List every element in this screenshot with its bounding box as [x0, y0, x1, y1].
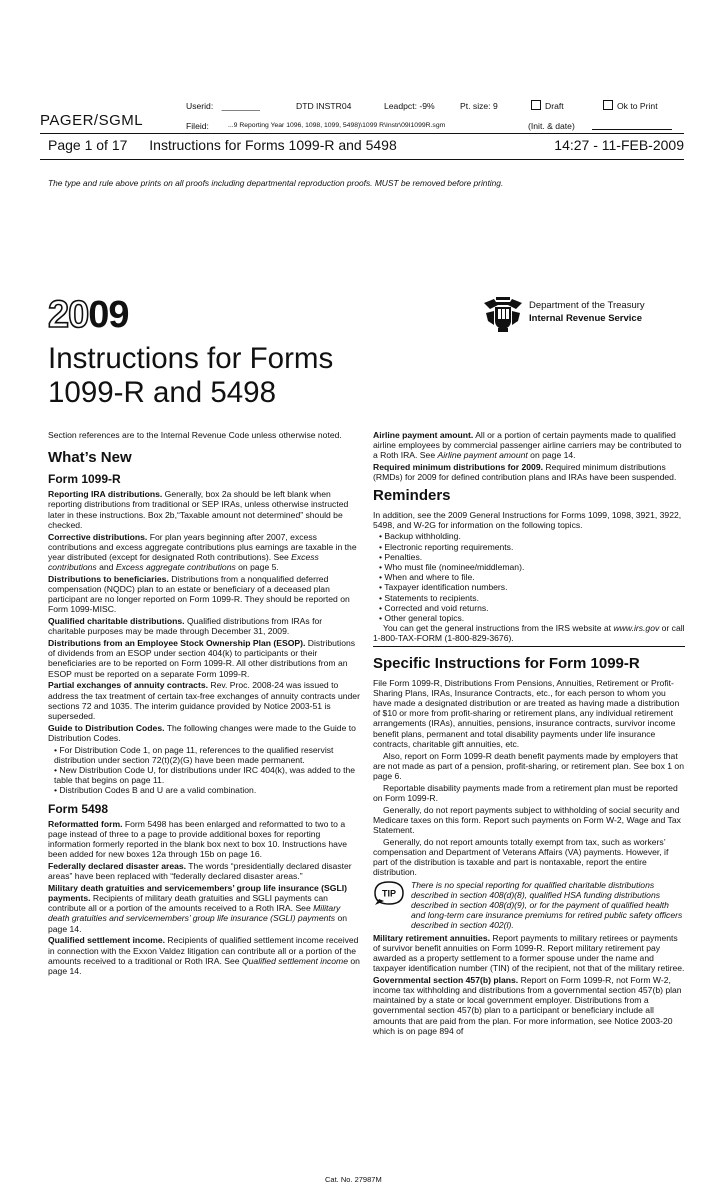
page-bar-timestamp: 14:27 - 11-FEB-2009 [554, 137, 684, 153]
topic-item: • Statements to recipients. [379, 592, 479, 603]
init-date: (Init. & date) [528, 121, 575, 131]
paragraph: Generally, do not report payments subject to withholding of social security and Medicare taxes on this form. Report such payments on Form W-2, Wage and Tax Statement. [373, 804, 681, 835]
page-bar-rule [40, 159, 684, 160]
topic-item: • Who must file (nominee/middleman). [379, 562, 525, 573]
list-item: • Distribution Codes B and U are a valid combination. [54, 785, 257, 796]
reminders-heading: Reminders [373, 486, 451, 504]
paragraph: Generally, do not report amounts totally exempt from tax, such as workers’ compensation and Department of Veterans Affairs (VA) payments. However, if part of the distribution is taxable and part is nontaxable, report the entire distribution. [373, 836, 669, 878]
proof-disclaimer: The type and rule above prints on all proofs including departmental reproduction proofs. MUST be removed before printing. [48, 178, 504, 188]
tip-box [373, 880, 685, 931]
specific-instructions-heading: Specific Instructions for Form 1099-R [373, 654, 640, 672]
dtd-label: DTD INSTR04 [296, 101, 352, 111]
irs-eagle-logo-icon [482, 295, 524, 333]
tip-icon [373, 880, 405, 906]
paragraph: Distributions to beneficiaries. Distributions from a nonqualified deferred compensation (NQDC) plan to an estate or beneficiary of a deceased plan participant are no longer reported on Form 1099-R. They should be reported on Form 1099-MISC. [48, 573, 350, 615]
tip-text: There is no special reporting for qualified charitable distributions described in section 408(d)(8), qualified HSA funding distributions described in section 408(d)(9), or for the payment of qualified health and long-term care insurance premiums for retired public safety officers described in section 402(l). [411, 879, 683, 931]
paragraph: Corrective distributions. For plan years beginning after 2007, excess contributions and excess aggregate contributions plus earnings are taxable in the year distributed (except for designated Roth contributions). See Excess contributions and Excess aggregate contributions on page 5. [48, 531, 357, 573]
userid: Userid: ________ [186, 101, 260, 111]
ptsize-label: Pt. size: 9 [460, 101, 498, 111]
page-number: Page 1 of 17 [48, 137, 128, 153]
paragraph: In addition, see the 2009 General Instructions for Forms 1099, 1098, 3921, 3922, 5498, and W-2G for information on the following topics. [373, 509, 682, 530]
paragraph: You can get the general instructions from the IRS website at www.irs.gov or call 1-800-TAX-FORM (1-800-829-3676). [373, 623, 685, 646]
agency-name: Internal Revenue Service [529, 313, 642, 324]
tax-year: 2009 [48, 294, 129, 336]
ok-to-print-checkbox[interactable]: Ok to Print [603, 100, 658, 111]
intro-text: Section references are to the Internal Revenue Code unless otherwise noted. [48, 430, 342, 440]
paragraph: Military retirement annuities. Report payments to military retirees or payments of survivor benefit annuities on Form 1099-R. Report military retirement pay awarded as a property settlement to a former spouse under the name and taxpayer identification number (TIN) of the recipient, not that of the military retiree. [373, 932, 685, 974]
init-date-line [592, 129, 672, 130]
list-item: • For Distribution Code 1, on page 11, references to the qualified reservist distribution under section 72(t)(2)(G) have been made permanent. [54, 744, 334, 765]
header-rule [40, 133, 684, 134]
paragraph: Federally declared disaster areas. The words “presidentially declared disaster areas” have been replaced with “federally declared disaster areas.” [48, 860, 352, 882]
paragraph: Military death gratuities and servicemembers’ group life insurance (SGLI) payments. Recipients of military death gratuities and SGLI payments can contribute all or a portion of the amounts received to a Roth IRA. See Military death gratuities and servicemembers’ group life insurance (SGLI) payments on page 14. [48, 882, 348, 934]
page-bar-title: Instructions for Forms 1099-R and 5498 [149, 137, 397, 153]
catalog-number: Cat. No. 27987M [325, 1175, 382, 1184]
paragraph: Governmental section 457(b) plans. Report on Form 1099-R, not Form W-2, income tax withholding and distributions from a governmental section 457(b) plan maintained by a state or local government employer. Distributions from a governmental section 457(b) plan to a participant or beneficiary include all amounts that are paid from the plan. For more information, see Notice 2003-20 which is on page 894 of [373, 974, 682, 1036]
topic-item: • Penalties. [379, 551, 423, 562]
paragraph: Guide to Distribution Codes. The following changes were made to the Guide to Distribution Codes. [48, 722, 356, 743]
topics-list [373, 531, 685, 623]
pager-sgml: PAGER/SGML [40, 112, 144, 129]
topic-item: • Electronic reporting requirements. [379, 541, 514, 552]
topic-item: • When and where to file. [379, 572, 475, 583]
paragraph: Reporting IRA distributions. Generally, box 2a should be left blank when reporting distributions from traditional or SEP IRAs, unless otherwise instructed later in these instructions. Box 2b,“Taxable amount not determined” should be checked. [48, 489, 349, 530]
right-column [373, 430, 685, 1038]
checkbox-icon [603, 100, 613, 110]
leadpct-label: Leadpct: -9% [384, 101, 435, 111]
whats-new-heading: What’s New [48, 449, 132, 467]
paragraph: Reportable disability payments made from a retirement plan must be reported on Form 1099-R. [373, 782, 678, 803]
paragraph: Required minimum distributions for 2009. Required minimum distributions (RMDs) for 2009 for defined contribution plans and IRAs have been suspended. [373, 462, 677, 483]
draft-checkbox[interactable]: Draft [531, 100, 564, 111]
paragraph: Qualified settlement income. Recipients of qualified settlement income received in connection with the Exxon Valdez litigation can contribute all or a portion of the amounts received to a traditional or Roth IRA. See Qualified settlement income on page 14. [48, 935, 360, 976]
form-5498-heading: Form 5498 [48, 801, 109, 816]
page-bar [48, 137, 684, 153]
checkbox-icon [531, 100, 541, 110]
paragraph: File Form 1099-R, Distributions From Pensions, Annuities, Retirement or Profit-Sharing Plans, IRAs, Insurance Contracts, etc., for each person to whom you have made a designated distribution or are treated as having made a distribution of $10 or more from profit-sharing or retirement plans, any individual retirement arrangements (IRAs), annuities, pensions, insurance contracts, survivor income benefit plans, permanent and total disability payments under life insurance contracts, charitable gift annuities, etc. [373, 677, 680, 749]
topic-item: • Corrected and void returns. [379, 602, 489, 613]
document-title: Instructions for Forms 1099-R and 5498 [48, 342, 334, 409]
left-column [48, 430, 360, 978]
svg-text:TIP: TIP [381, 888, 397, 899]
paragraph: Qualified charitable distributions. Qualified distributions from IRAs for charitable purposes may be made through December 31, 2009. [48, 616, 323, 637]
topic-item: • Backup withholding. [379, 531, 461, 542]
list-item: • New Distribution Code U, for distributions under IRC 404(k), was added to the table that begins on page 11. [54, 764, 356, 786]
agency-block [529, 299, 645, 325]
paragraph: Distributions from an Employee Stock Ownership Plan (ESOP). Distributions of dividends from an ESOP under section 404(k) to participants or their beneficiaries are to be reported on Form 1099-R. All other distributions from an ESOP must be reported on a separate Form 1099-R. [48, 638, 356, 679]
form-1099r-heading: Form 1099-R [48, 472, 121, 487]
fileid-value: ...9 Reporting Year 1096, 1098, 1099, 5498)\1099 R\Instr\09I1099R.sgm [228, 122, 446, 129]
paragraph: Reformatted form. Form 5498 has been enlarged and reformatted to two to a page instead of three to a page to provide additional boxes for reporting information formerly reported in the blank box next to box 10. Instructions have been added for new boxes 12a through 15b on page 16. [48, 818, 348, 860]
topic-item: • Other general topics. [379, 613, 465, 624]
paragraph: Partial exchanges of annuity contracts. Rev. Proc. 2008-24 was issued to address the tax treatment of certain tax-free exchanges of annuity contracts under sections 72 and 1035. The interim guidance provided by Notice 2003-51 is superseded. [48, 680, 360, 721]
department-name: Department of the Treasury [529, 300, 645, 311]
paragraph: Airline payment amount. All or a portion of certain payments made to qualified airline employees by commercial passenger airline carriers may be contributed to a Roth IRA. See Airline payment amount on page 14. [373, 430, 682, 461]
paragraph: Also, report on Form 1099-R death benefit payments made by employers that are not made as part of a pension, profit-sharing, or retirement plan. See box 1 on page 6. [373, 750, 684, 781]
fileid-label: Fileid: [186, 121, 209, 131]
topic-item: • Taxpayer identification numbers. [379, 582, 508, 593]
